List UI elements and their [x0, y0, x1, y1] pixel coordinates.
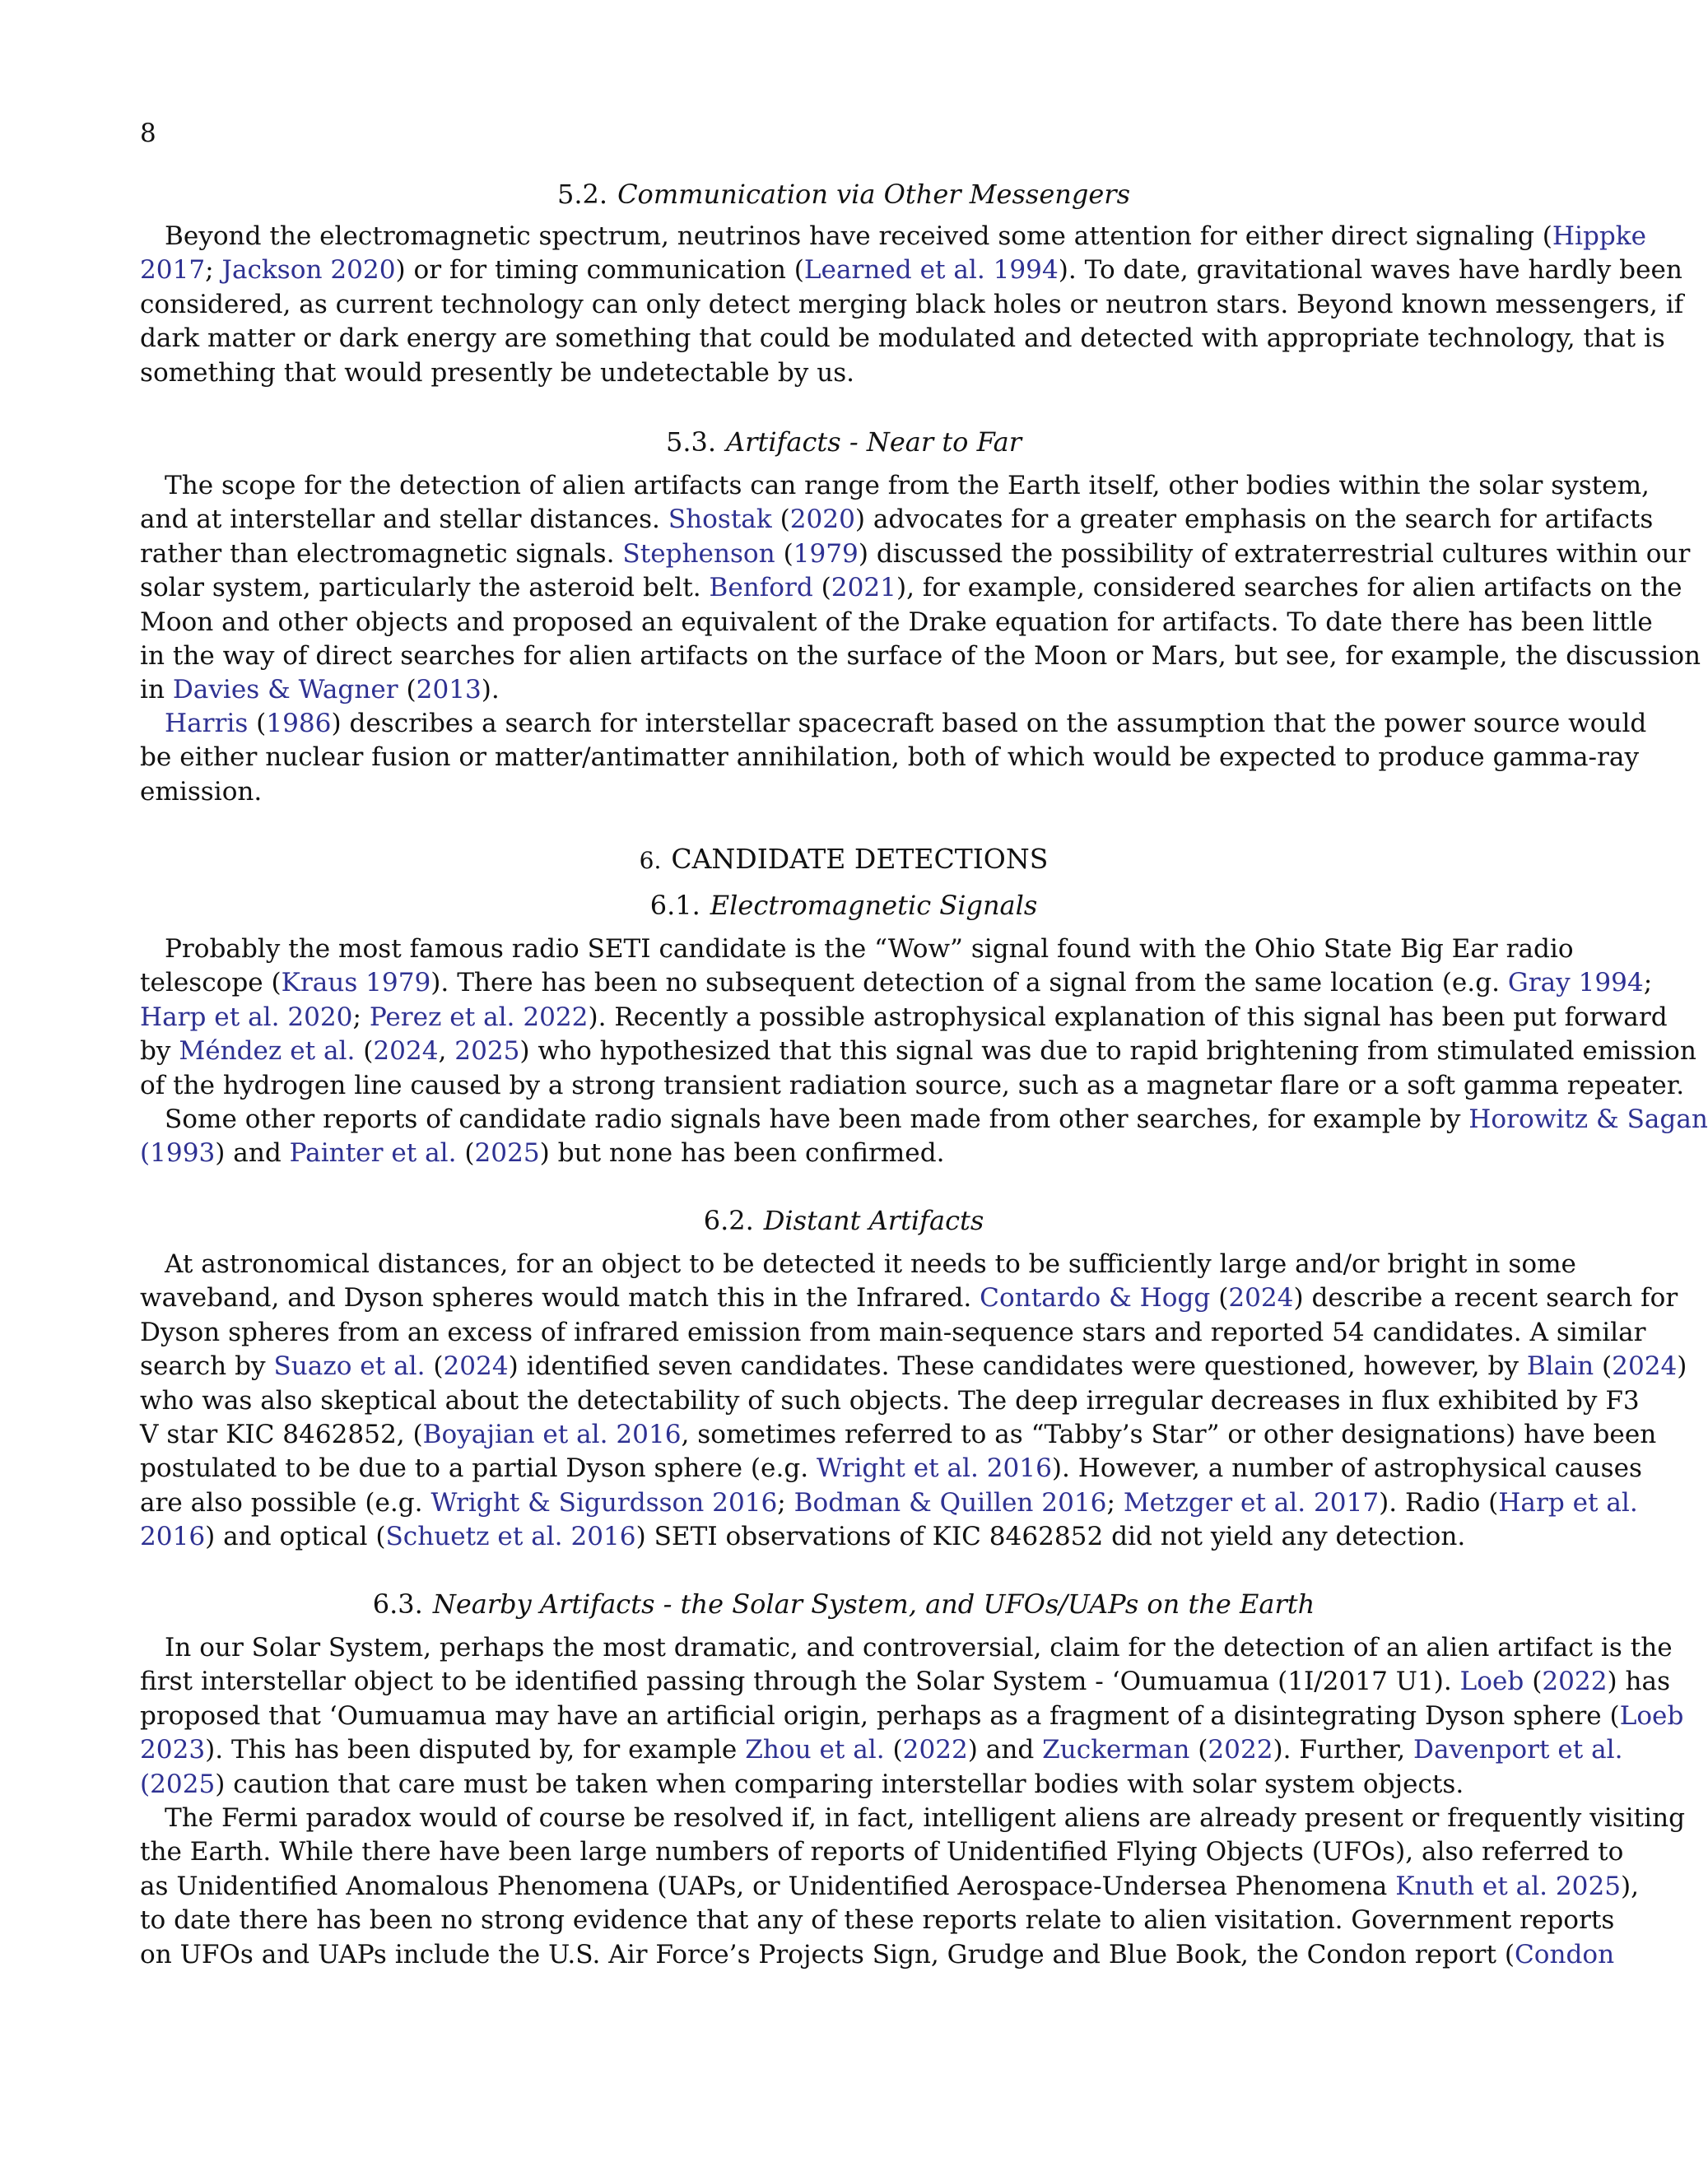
- citation-link[interactable]: Shostak: [668, 505, 772, 535]
- text-run: as Unidentified Anomalous Phenomena (UAPs, or Unidentified Aerospace-Undersea Phenomena: [140, 1871, 1396, 1901]
- text-run: ) and optical (: [205, 1522, 386, 1552]
- text-run: ,: [438, 1036, 455, 1067]
- section-number: 6.1.: [649, 890, 700, 921]
- text-run: (: [884, 1735, 903, 1765]
- text-run: are also possible (e.g.: [140, 1487, 431, 1518]
- section-heading-6: [140, 843, 1547, 877]
- text-run: ;: [352, 1002, 370, 1032]
- text-line: [140, 1035, 1696, 1068]
- text-run: ). Radio (: [1379, 1487, 1499, 1518]
- text-run: on UFOs and UAPs include the U.S. Air Force’s Projects Sign, Grudge and Blue Book, the Condon report (: [140, 1939, 1515, 1969]
- text-run: ). This has been disputed by, for example: [205, 1735, 746, 1765]
- text-run: (: [771, 505, 790, 535]
- text-run: ) describes a search for interstellar spacecraft based on the assumption that the power source would: [331, 709, 1647, 738]
- text-run: ),: [1621, 1871, 1640, 1901]
- text-line: [140, 220, 1647, 253]
- citation-link[interactable]: Harp et al. 2020: [140, 1002, 353, 1032]
- text-run: ). To date, gravitational waves have hardly been: [1058, 255, 1682, 286]
- citation-link[interactable]: Wright & Sigurdsson 2016: [430, 1487, 778, 1518]
- text-line: [140, 1486, 1638, 1520]
- text-run: ) who hypothesized that this signal was due to rapid brightening from stimulated emission: [519, 1036, 1696, 1067]
- text-run: ;: [777, 1487, 794, 1518]
- text-run: postulated to be due to a partial Dyson sphere (e.g.: [140, 1453, 817, 1484]
- text-run: ) but none has been confirmed.: [539, 1138, 945, 1169]
- text-run: in: [140, 675, 173, 705]
- text-run: ) describe a recent search for: [1293, 1283, 1678, 1314]
- citation-link[interactable]: 2024: [1612, 1351, 1678, 1382]
- text-run: ) and: [967, 1735, 1043, 1765]
- citation-link[interactable]: (: [140, 1138, 151, 1169]
- citation-link[interactable]: 2024: [373, 1036, 439, 1067]
- text-run: telescope (: [140, 968, 282, 998]
- text-run: (: [1524, 1667, 1543, 1697]
- citation-link[interactable]: Learned et al. 1994: [803, 255, 1059, 286]
- text-line: [140, 1835, 1624, 1869]
- text-run: (: [1594, 1351, 1613, 1382]
- citation-link[interactable]: 2022: [1208, 1735, 1273, 1765]
- text-run: The scope for the detection of alien artifacts can range from the Earth itself, other bodies within the solar system,: [165, 471, 1650, 500]
- paragraph: [140, 1631, 1684, 1802]
- text-run: In our Solar System, perhaps the most dramatic, and controversial, claim for the detection of an alien artifact is the: [165, 1633, 1673, 1662]
- citation-link[interactable]: Harp et al.: [1498, 1487, 1638, 1518]
- text-run: be either nuclear fusion or matter/antimatter annihilation, both of which would be expected to produce gamma-ray: [140, 742, 1640, 773]
- text-run: (: [425, 1351, 444, 1382]
- text-line: [140, 1281, 1678, 1315]
- text-run: first interstellar object to be identified passing through the Solar System - ‘Oumuamua (1I/2017 U1).: [140, 1667, 1460, 1697]
- citation-link[interactable]: Stephenson: [622, 538, 775, 569]
- text-run: who was also skeptical about the detectability of such objects. The deep irregular decreases in flux exhibited by F3: [140, 1385, 1640, 1416]
- text-line: [140, 1665, 1671, 1699]
- paragraph: [140, 220, 1684, 390]
- paragraph: [140, 932, 1696, 1103]
- text-run: emission.: [140, 776, 263, 807]
- text-line: [140, 537, 1691, 571]
- text-line: [140, 932, 1574, 966]
- citation-link[interactable]: Condon: [1514, 1939, 1615, 1969]
- text-run: considered, as current technology can only detect merging black holes or neutron stars. Beyond known messengers, if: [140, 289, 1684, 319]
- text-line: [140, 1520, 1547, 1554]
- text-run: ). There has been no subsequent detection of a signal from the same location (e.g.: [430, 968, 1508, 998]
- citation-link[interactable]: 2020: [789, 505, 855, 535]
- citation-link[interactable]: Loeb: [1619, 1700, 1684, 1731]
- text-run: ), for example, considered searches for alien artifacts on the: [896, 573, 1682, 603]
- text-run: rather than electromagnetic signals.: [140, 538, 623, 569]
- citation-link[interactable]: 2016: [140, 1522, 206, 1552]
- text-run: ) or for timing communication (: [395, 255, 804, 286]
- text-run: (: [775, 538, 793, 569]
- text-run: something that would presently be undetectable by us.: [140, 357, 855, 388]
- citation-link[interactable]: (: [140, 1769, 151, 1799]
- text-line: [140, 1384, 1640, 1418]
- section-number: 5.2.: [557, 179, 608, 210]
- text-line: [140, 1938, 1615, 1972]
- citation-link[interactable]: Painter et al.: [289, 1138, 457, 1169]
- text-line: [140, 1418, 1657, 1452]
- citation-link[interactable]: 2013: [416, 675, 482, 705]
- text-line: [140, 1733, 1623, 1767]
- text-line: [140, 356, 1547, 390]
- text-line: [140, 1452, 1642, 1486]
- section-heading-6-3: [140, 1588, 1547, 1621]
- text-line: [140, 966, 1653, 1000]
- citation-link[interactable]: Contardo & Hogg: [980, 1283, 1211, 1314]
- text-line: [140, 1768, 1547, 1802]
- citation-link[interactable]: 1979: [793, 538, 859, 569]
- text-line: [140, 1870, 1640, 1904]
- citation-link[interactable]: Suazo et al.: [273, 1351, 426, 1382]
- text-run: V star KIC 8462852, (: [140, 1419, 423, 1449]
- text-run: of the hydrogen line caused by a strong transient radiation source, such as a magnetar flare or a soft gamma repeater.: [140, 1070, 1685, 1100]
- text-line: [140, 639, 1701, 673]
- paragraph: [140, 1103, 1708, 1171]
- text-line: [140, 1316, 1646, 1350]
- text-run: to date there has been no strong evidence that any of these reports relate to alien visitation. Government reports: [140, 1905, 1615, 1936]
- citation-link[interactable]: Jackson 2020: [221, 255, 396, 286]
- text-line: [140, 1001, 1668, 1035]
- citation-link[interactable]: Perez et al. 2022: [369, 1002, 589, 1032]
- text-run: and at interstellar and stellar distances.: [140, 505, 668, 535]
- citation-link[interactable]: 2023: [140, 1735, 206, 1765]
- text-run: The Fermi paradox would of course be resolved if, in fact, intelligent aliens are already present or frequently visiting: [165, 1803, 1686, 1833]
- text-run: (: [248, 709, 267, 738]
- text-line: [140, 1069, 1685, 1103]
- text-run: Dyson spheres from an excess of infrared emission from main-sequence stars and reported 54 candidates. A similar: [140, 1317, 1646, 1347]
- section-heading-6-2: [140, 1204, 1547, 1237]
- citation-link[interactable]: 2022: [902, 1735, 968, 1765]
- text-run: (: [1189, 1735, 1208, 1765]
- citation-link[interactable]: Méndez et al.: [179, 1036, 356, 1067]
- citation-link[interactable]: 1993: [150, 1138, 216, 1169]
- text-run: ) and: [215, 1138, 290, 1169]
- text-run: At astronomical distances, for an object to be detected it needs to be sufficiently large and/or bright in some: [165, 1249, 1576, 1279]
- text-run: dark matter or dark energy are something that could be modulated and detected with appropriate technology, that is: [140, 323, 1665, 354]
- text-run: solar system, particularly the asteroid belt.: [140, 573, 710, 603]
- text-line: [140, 253, 1682, 287]
- text-run: Some other reports of candidate radio signals have been made from other searches, for example by: [165, 1104, 1469, 1134]
- citation-link[interactable]: Horowitz & Sagan: [1468, 1104, 1708, 1134]
- citation-link[interactable]: Metzger et al. 2017: [1123, 1487, 1380, 1518]
- text-run: ). Recently a possible astrophysical explanation of this signal has been put forward: [588, 1002, 1668, 1032]
- text-line: [140, 1137, 1547, 1170]
- text-run: ) caution that care must be taken when comparing interstellar bodies with solar system objects.: [215, 1769, 1464, 1799]
- text-line: [140, 469, 1650, 503]
- paragraph: [140, 469, 1701, 708]
- section-title: Electromagnetic Signals: [710, 890, 1038, 921]
- text-run: in the way of direct searches for alien artifacts on the surface of the Moon or Mars, but see, for example, the discussion: [140, 640, 1701, 671]
- citation-link[interactable]: Schuetz et al. 2016: [385, 1522, 636, 1552]
- citation-link[interactable]: Davenport et al.: [1413, 1735, 1623, 1765]
- text-run: (: [398, 675, 417, 705]
- citation-link[interactable]: 2017: [140, 255, 206, 286]
- text-line: [140, 741, 1640, 774]
- paragraph: [140, 1248, 1687, 1555]
- section-title: Communication via Other Messengers: [617, 179, 1130, 210]
- citation-link[interactable]: 2021: [831, 573, 896, 603]
- citation-link[interactable]: 2022: [1542, 1667, 1608, 1697]
- section-number: 6.: [639, 847, 662, 874]
- text-line: [140, 606, 1653, 639]
- text-run: search by: [140, 1351, 274, 1382]
- text-run: ;: [1106, 1487, 1124, 1518]
- citation-link[interactable]: 2025: [454, 1036, 520, 1067]
- text-run: ).: [481, 675, 500, 705]
- section-title: Nearby Artifacts - the Solar System, and UFOs/UAPs on the Earth: [432, 1588, 1315, 1620]
- paragraph: [140, 707, 1647, 809]
- citation-link[interactable]: Wright et al. 2016: [817, 1453, 1052, 1484]
- text-line: [140, 707, 1647, 741]
- text-run: ) has: [1607, 1667, 1671, 1697]
- text-run: proposed that ‘Oumuamua may have an artificial origin, perhaps as a fragment of a disintegrating Dyson sphere (: [140, 1700, 1620, 1731]
- section-heading-6-1: [140, 889, 1547, 922]
- text-line: [140, 1103, 1708, 1137]
- citation-link[interactable]: Harris: [165, 709, 249, 738]
- text-run: ) advocates for a greater emphasis on the search for artifacts: [854, 505, 1654, 535]
- page-number: 8: [140, 119, 156, 148]
- text-run: , sometimes referred to as “Tabby’s Star” or other designations) have been: [681, 1419, 1657, 1449]
- section-title: Artifacts - Near to Far: [726, 426, 1022, 458]
- text-line: [140, 288, 1684, 322]
- text-run: ) identified seven candidates. These candidates were questioned, however, by: [508, 1351, 1527, 1382]
- text-run: ): [1677, 1351, 1687, 1382]
- text-run: waveband, and Dyson spheres would match this in the Infrared.: [140, 1283, 980, 1314]
- text-run: ). However, a number of astrophysical causes: [1051, 1453, 1642, 1484]
- citation-link[interactable]: Kraus 1979: [281, 968, 431, 998]
- citation-link[interactable]: Loeb: [1459, 1667, 1524, 1697]
- section-number: 6.3.: [372, 1588, 423, 1620]
- text-run: ) SETI observations of KIC 8462852 did not yield any detection.: [635, 1522, 1466, 1552]
- text-line: [140, 1802, 1686, 1835]
- text-line: [140, 1700, 1684, 1733]
- text-run: by: [140, 1036, 179, 1067]
- citation-link[interactable]: Hippke: [1552, 221, 1647, 251]
- citation-link[interactable]: Blain: [1526, 1351, 1594, 1382]
- section-heading-5-2: [140, 178, 1547, 211]
- section-heading-5-3: [140, 426, 1547, 458]
- citation-link[interactable]: Benford: [709, 573, 813, 603]
- text-run: ;: [1643, 968, 1653, 998]
- text-run: (: [812, 573, 831, 603]
- text-run: the Earth. While there have been large numbers of reports of Unidentified Flying Objects (UFOs), also referred to: [140, 1837, 1624, 1867]
- citation-link[interactable]: 1986: [266, 709, 332, 738]
- text-run: Probably the most famous radio SETI candidate is the “Wow” signal found with the Ohio State Big Ear radio: [165, 934, 1574, 964]
- text-line: [140, 1904, 1615, 1937]
- citation-link[interactable]: Knuth et al. 2025: [1395, 1871, 1622, 1901]
- citation-link[interactable]: Zuckerman: [1042, 1735, 1190, 1765]
- section-title: CANDIDATE DETECTIONS: [671, 843, 1049, 875]
- citation-link[interactable]: Davies & Wagner: [172, 675, 398, 705]
- citation-link[interactable]: 2025: [150, 1769, 216, 1799]
- text-line: [140, 503, 1654, 537]
- text-run: Moon and other objects and proposed an equivalent of the Drake equation for artifacts. To date there has been little: [140, 607, 1653, 637]
- text-line: [140, 322, 1665, 356]
- citation-link[interactable]: Zhou et al.: [745, 1735, 885, 1765]
- text-run: Beyond the electromagnetic spectrum, neutrinos have received some attention for either direct signaling (: [165, 221, 1552, 251]
- citation-link[interactable]: Bodman & Quillen 2016: [793, 1487, 1107, 1518]
- section-number: 6.2.: [703, 1205, 754, 1236]
- text-run: ) discussed the possibility of extraterrestrial cultures within our: [858, 538, 1691, 569]
- text-run: (: [355, 1036, 374, 1067]
- citation-link[interactable]: 2024: [1228, 1283, 1294, 1314]
- citation-link[interactable]: 2024: [443, 1351, 509, 1382]
- text-run: (: [456, 1138, 475, 1169]
- citation-link[interactable]: 2025: [474, 1138, 540, 1169]
- paragraph: [140, 1802, 1686, 1972]
- text-line: [140, 1631, 1673, 1665]
- text-line: [140, 673, 1547, 707]
- text-line: [140, 775, 1547, 809]
- text-line: [140, 1350, 1687, 1383]
- text-line: [140, 1248, 1576, 1281]
- section-title: Distant Artifacts: [763, 1205, 984, 1236]
- text-line: [140, 571, 1682, 605]
- section-number: 5.3.: [665, 426, 717, 458]
- citation-link[interactable]: Boyajian et al. 2016: [422, 1419, 682, 1449]
- text-run: (: [1210, 1283, 1229, 1314]
- text-run: ;: [205, 255, 222, 286]
- citation-link[interactable]: Gray 1994: [1507, 968, 1644, 998]
- text-run: ). Further,: [1273, 1735, 1414, 1765]
